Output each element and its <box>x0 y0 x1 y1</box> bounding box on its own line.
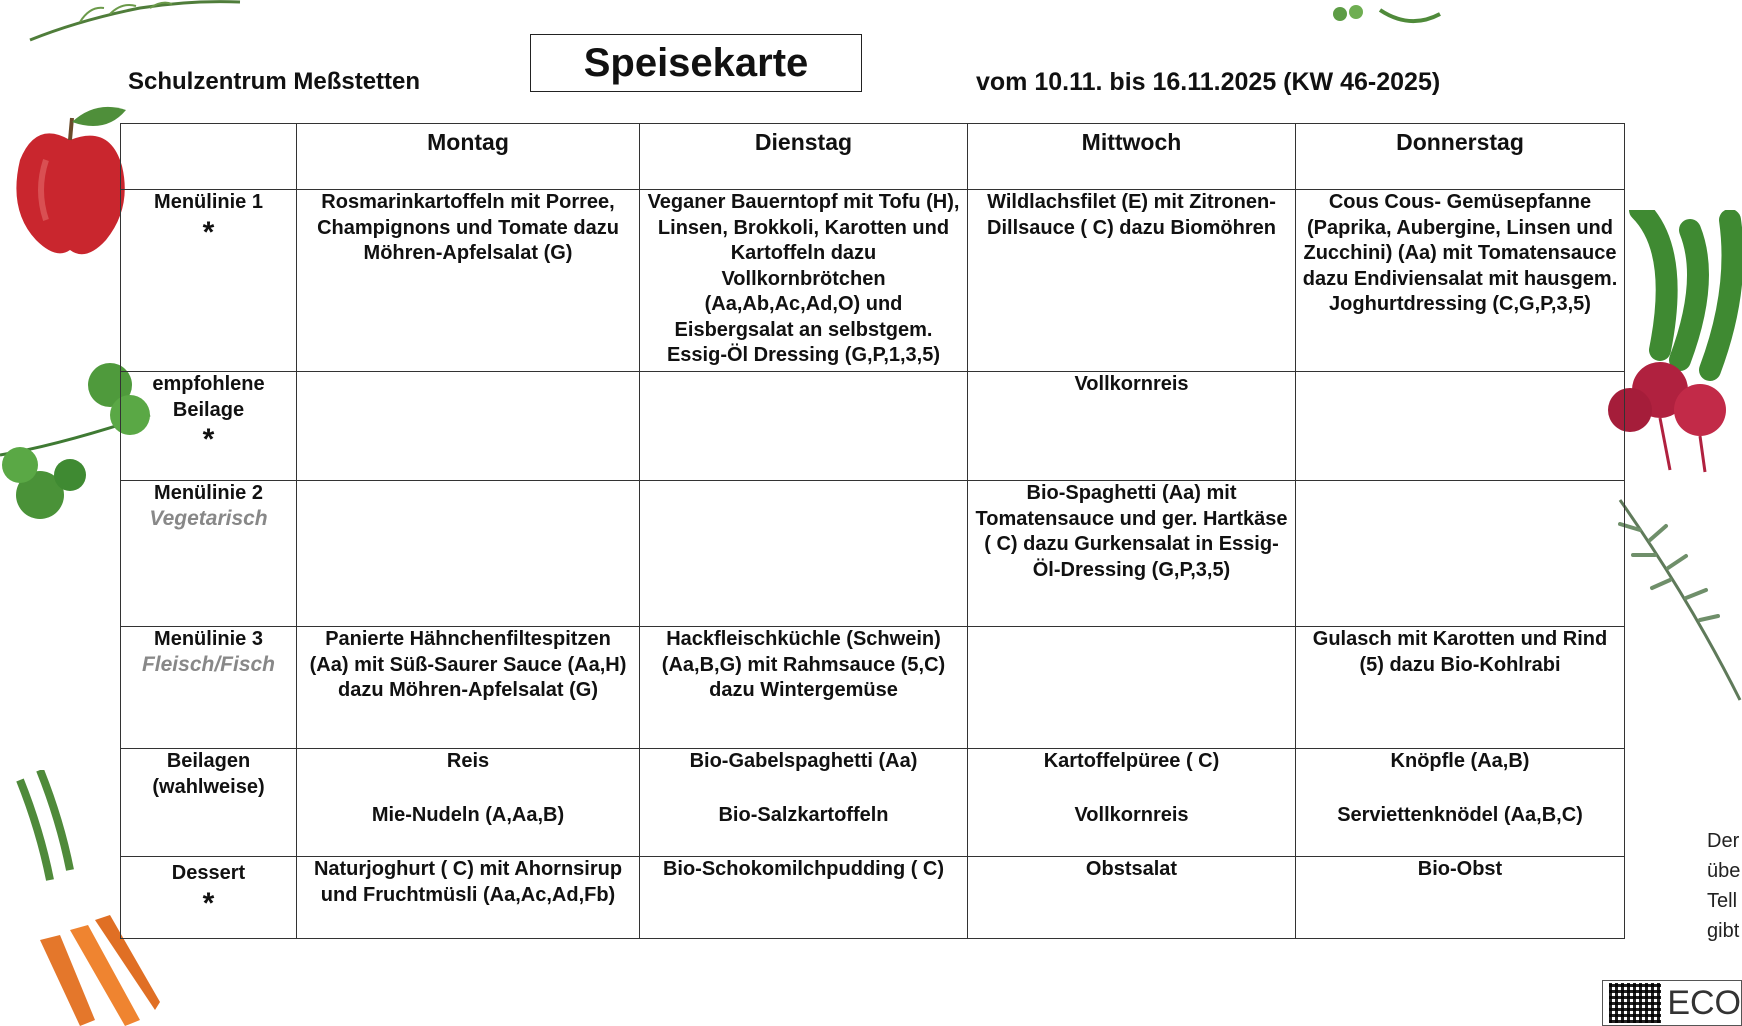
side-option: Vollkornreis <box>1074 803 1189 826</box>
side-note-text <box>1707 826 1740 946</box>
menu-cell: Wildlachsfilet (E) mit Zitronen-Dillsauce ( C) dazu Biomöhren <box>968 190 1296 372</box>
day-header: Donnerstag <box>1296 124 1625 190</box>
qr-code-icon <box>1609 983 1661 1023</box>
side-note-line: Der <box>1707 830 1740 852</box>
menu-table <box>120 123 1625 939</box>
side-option: Bio-Salzkartoffeln <box>718 803 889 826</box>
row-label-text: Beilagen (wahlweise) <box>152 750 265 798</box>
day-header: Dienstag <box>640 124 968 190</box>
row-label <box>121 627 297 749</box>
rosemary-illustration <box>1610 480 1742 710</box>
day-header: Mittwoch <box>968 124 1296 190</box>
menu-cell <box>968 749 1296 857</box>
menu-cell: Bio-Spaghetti (Aa) mit Tomatensauce und ger. Hartkäse ( C) dazu Gurkensalat in Essig-Öl-Dressing (G,P,3,5) <box>968 481 1296 627</box>
row-label-text: Menülinie 2 <box>154 482 263 504</box>
recommended-side-row <box>121 372 1625 481</box>
row-label <box>121 481 297 627</box>
page-title: Speisekarte <box>530 34 862 92</box>
menu-cell: Naturjoghurt ( C) mit Ahornsirup und Fruchtmüsli (Aa,Ac,Ad,Fb) <box>297 857 640 939</box>
side-option: Kartoffelpüree ( C) <box>1043 750 1220 772</box>
asterisk-mark: * <box>202 886 215 920</box>
menu-cell: Cous Cous- Gemüsepfanne (Paprika, Aubergine, Linsen und Zucchini) (Aa) mit Tomatensauce dazu Endiviensalat mit hausgem. Joghurtdressing (C,G,P,3,5) <box>1296 190 1625 372</box>
peas-top-illustration <box>1320 0 1450 28</box>
herb-sprig-top-left-illustration <box>20 0 250 44</box>
menu-cell <box>297 749 640 857</box>
menu-cell <box>640 481 968 627</box>
dessert-row <box>121 857 1625 939</box>
date-range: vom 10.11. bis 16.11.2025 (KW 46-2025) <box>976 68 1441 96</box>
row-label <box>121 372 297 481</box>
menu-cell <box>1296 372 1625 481</box>
row-label-text: empfohlene Beilage <box>152 373 265 421</box>
side-option: Knöpfle (Aa,B) <box>1390 750 1530 772</box>
menu-line-1-row <box>121 190 1625 372</box>
day-header-row <box>121 124 1625 190</box>
menu-line-3-row <box>121 627 1625 749</box>
row-label <box>121 857 297 939</box>
school-name: Schulzentrum Meßstetten <box>128 68 421 95</box>
menu-cell <box>640 372 968 481</box>
side-note-line: übe <box>1707 860 1741 882</box>
menu-cell <box>968 627 1296 749</box>
row-sublabel: Fleisch/Fisch <box>141 652 276 676</box>
side-option: Serviettenknödel (Aa,B,C) <box>1337 803 1583 826</box>
side-option: Bio-Gabelspaghetti (Aa) <box>689 750 918 772</box>
row-label <box>121 190 297 372</box>
row-label-text: Menülinie 3 <box>154 628 263 650</box>
menu-cell <box>297 372 640 481</box>
menu-cell: Bio-Schokomilchpudding ( C) <box>640 857 968 939</box>
menu-cell <box>1296 481 1625 627</box>
menu-cell <box>297 481 640 627</box>
menu-cell: Obstsalat <box>968 857 1296 939</box>
menu-cell: Hackfleischküchle (Schwein) (Aa,B,G) mit Rahmsauce (5,C) dazu Wintergemüse <box>640 627 968 749</box>
menu-cell: Veganer Bauerntopf mit Tofu (H), Linsen, Brokkoli, Karotten und Kartoffeln dazu Vollkornbrötchen (Aa,Ab,Ac,Ad,O) und Eisbergsalat an selbstgem. Essig-Öl Dressing (G,P,1,3,5) <box>640 190 968 372</box>
asterisk-mark: * <box>202 215 215 249</box>
menu-line-2-row <box>121 481 1625 627</box>
row-sublabel: Vegetarisch <box>149 506 268 530</box>
menu-cell <box>640 749 968 857</box>
side-note-line: Tell <box>1707 890 1738 912</box>
side-note-line: gibt <box>1707 920 1740 942</box>
row-label-text: Menülinie 1 <box>154 191 263 213</box>
row-label-text: Dessert <box>171 862 246 884</box>
apple-illustration <box>6 100 136 265</box>
qr-badge <box>1602 980 1742 1026</box>
menu-cell: Gulasch mit Karotten und Rind (5) dazu Bio-Kohlrabi <box>1296 627 1625 749</box>
menu-cell <box>1296 749 1625 857</box>
eco-logo: ECO <box>1667 983 1741 1022</box>
menu-cell: Rosmarinkartoffeln mit Porree, Champignons und Tomate dazu Möhren-Apfelsalat (G) <box>297 190 640 372</box>
side-option: Mie-Nudeln (A,Aa,B) <box>371 803 565 826</box>
menu-cell: Vollkornreis <box>968 372 1296 481</box>
side-option: Reis <box>446 750 490 772</box>
row-label <box>121 749 297 857</box>
sides-row <box>121 749 1625 857</box>
menu-cell: Bio-Obst <box>1296 857 1625 939</box>
menu-cell: Panierte Hähnchenfiltespitzen (Aa) mit Süß-Saurer Sauce (Aa,H) dazu Möhren-Apfelsalat (G) <box>297 627 640 749</box>
day-header: Montag <box>297 124 640 190</box>
asterisk-mark: * <box>202 423 215 456</box>
corner-cell <box>121 124 297 190</box>
